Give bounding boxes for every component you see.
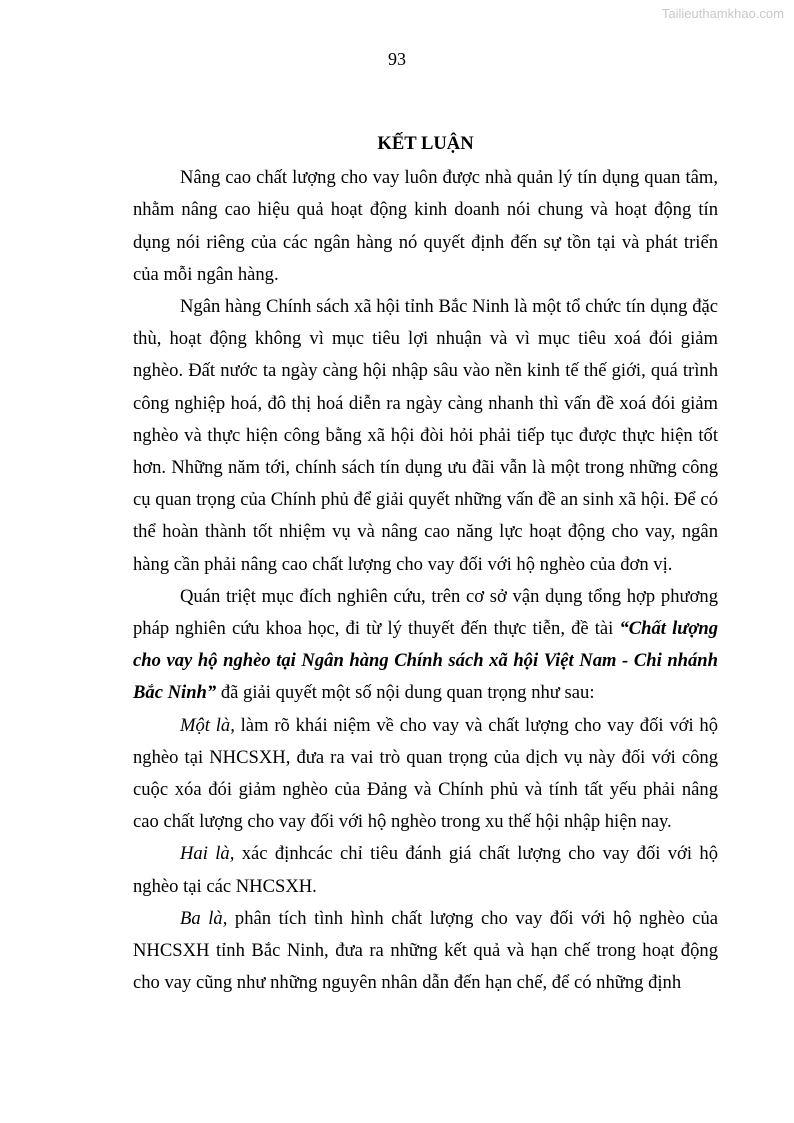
thesis-title: “Chất lượng cho vay hộ nghèo tại Ngân hàng Chính sách xã hội Việt Nam - Chi nhánh Bắc Ninh”: [133, 618, 718, 704]
section-heading: KẾT LUẬN: [377, 133, 474, 154]
paragraph-bank-overview: Ngân hàng Chính sách xã hội tỉnh Bắc Ninh là một tổ chức tín dụng đặc thù, hoạt động không vì mục tiêu lợi nhuận và vì mục tiêu xoá đói giảm nghèo. Đất nước ta ngày càng hội nhập sâu vào nền kinh tế thế giới, quá trình công nghiệp hoá, đô thị hoá diễn ra ngày càng nhanh thì vấn đề xoá đói giảm nghèo và thực hiện công bằng xã hội đòi hỏi phải tiếp tục được thực hiện tốt hơn. Những năm tới, chính sách tín dụng ưu đãi vẫn là một trong những công cụ quan trọng của Chính phủ để giải quyết những vấn đề an sinh xã hội. Để có thể hoàn thành tốt nhiệm vụ và nâng cao năng lực hoạt động cho vay, ngân hàng cần phải nâng cao chất lượng cho vay đối với hộ nghèo của đơn vị.: [133, 296, 718, 575]
paragraph-point-two: [133, 838, 718, 902]
point-lead: Ba là,: [180, 907, 228, 929]
point-lead: Hai là,: [180, 843, 235, 865]
paragraph-text: xác địnhcác chỉ tiêu đánh giá chất lượng cho vay đối với hộ nghèo tại các NHCSXH.: [133, 843, 718, 897]
paragraph-text: phân tích tình hình chất lượng cho vay đối với hộ nghèo của NHCSXH tỉnh Bắc Ninh, đưa ra những kết quả và hạn chế trong hoạt động cho vay cũng như những nguyên nhân dẫn đến hạn chế, để có những định: [133, 907, 718, 994]
watermark: Tailieuthamkhao.com: [661, 6, 784, 21]
paragraph-text: Quán triệt mục đích nghiên cứu, trên cơ sở vận dụng tổng hợp phương pháp nghiên cứu khoa học, đi từ lý thuyết đến thực tiễn, đề tài: [133, 585, 718, 640]
page-number: 93: [388, 49, 406, 69]
paragraph-research-summary: [133, 581, 718, 710]
paragraph-point-three: [133, 903, 718, 1000]
paragraph-text: làm rõ khái niệm về cho vay và chất lượng cho vay đối với hộ nghèo tại NHCSXH, đưa ra vai trò quan trọng của dịch vụ này đối với công cuộc xóa đói giảm nghèo của Đảng và Chính phủ và tính tất yếu phải nâng cao chất lượng cho vay đối với hộ nghèo trong xu thế hội nhập hiện nay.: [133, 714, 718, 833]
paragraph-intro: Nâng cao chất lượng cho vay luôn được nhà quản lý tín dụng quan tâm, nhằm nâng cao hiệu quả hoạt động kinh doanh nói chung và hoạt động tín dụng nói riêng của các ngân hàng nó quyết định đến sự tồn tại và phát triển của mỗi ngân hàng.: [133, 167, 718, 285]
paragraph-text: đã giải quyết một số nội dung quan trọng như sau:: [216, 682, 595, 704]
document-body: [133, 128, 718, 999]
paragraph-point-one: [133, 710, 718, 839]
point-lead: Một là,: [180, 714, 235, 736]
